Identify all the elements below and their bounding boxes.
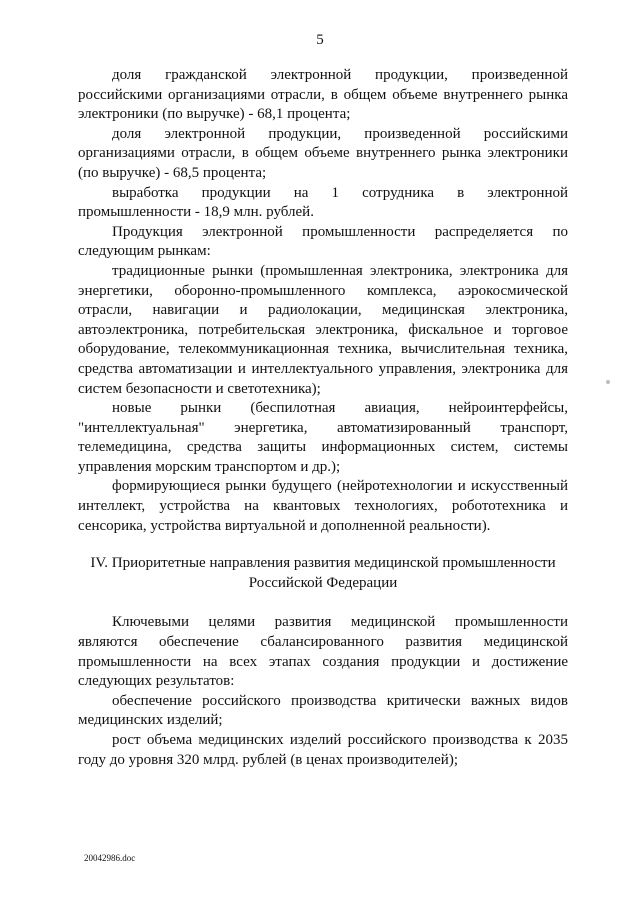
paragraph-future-markets: формирующиеся рынки будущего (нейротехнологии и искусственный интеллект, устройства на квантовых технологиях, робототехника и сенсорика, устройства виртуальной и дополненной реальности). <box>78 478 568 534</box>
section-heading-line-1: IV. Приоритетные направления развития медицинской промышленности <box>90 555 556 572</box>
paragraph-key-goals: Ключевыми целями развития медицинской промышленности являются обеспечение сбалансированного развития медицинской промышленности на всех этапах создания продукции и достижение следующих результатов: <box>78 614 568 690</box>
paragraph-traditional-markets: традиционные рынки (промышленная электроника, электроника для энергетики, оборонно-промышленного комплекса, аэрокосмической отрасли, навигации и радиолокации, медицинская электроника, автоэлектроника, потребительская электроника, фискальное и торговое оборудование, телекоммуникационная техника, вычислительная техника, средства автоматизации и интеллектуального управления, электроника для систем безопасности и светотехника); <box>78 262 568 397</box>
margin-dot-mark <box>606 380 610 384</box>
paragraph-production-growth: рост объема медицинских изделий российского производства к 2035 году до уровня 320 млрд. рублей (в ценах производителей); <box>78 732 568 768</box>
paragraph-civil-electronics-share: доля гражданской электронной продукции, произведенной российскими организациями отрасли, в общем объеме внутреннего рынка электроники (по выручке) - 68,1 процента; <box>78 67 568 123</box>
footer-file-code: 20042986.doc <box>84 853 136 863</box>
paragraph-critical-devices: обеспечение российского производства критически важных видов медицинских изделий; <box>78 692 568 729</box>
page-number: 5 <box>316 32 324 48</box>
section-heading-line-2: Российской Федерации <box>248 574 398 591</box>
section-heading <box>78 554 568 593</box>
paragraph-new-markets: новые рынки (беспилотная авиация, нейроинтерфейсы, "интеллектуальная" энергетика, автоматизированный транспорт, телемедицина, средства защиты информационных систем, системы управления морским транспортом и др.); <box>78 400 568 475</box>
document-body <box>78 66 568 770</box>
paragraph-electronics-share: доля электронной продукции, произведенной российскими организациями отрасли, в общем объеме внутреннего рынка электроники (по выручке) - 68,5 процента; <box>78 125 568 181</box>
paragraph-output-per-employee: выработка продукции на 1 сотрудника в электронной промышленности - 18,9 млн. рублей. <box>78 184 568 221</box>
paragraph-markets-intro: Продукция электронной промышленности распределяется по следующим рынкам: <box>78 223 568 260</box>
